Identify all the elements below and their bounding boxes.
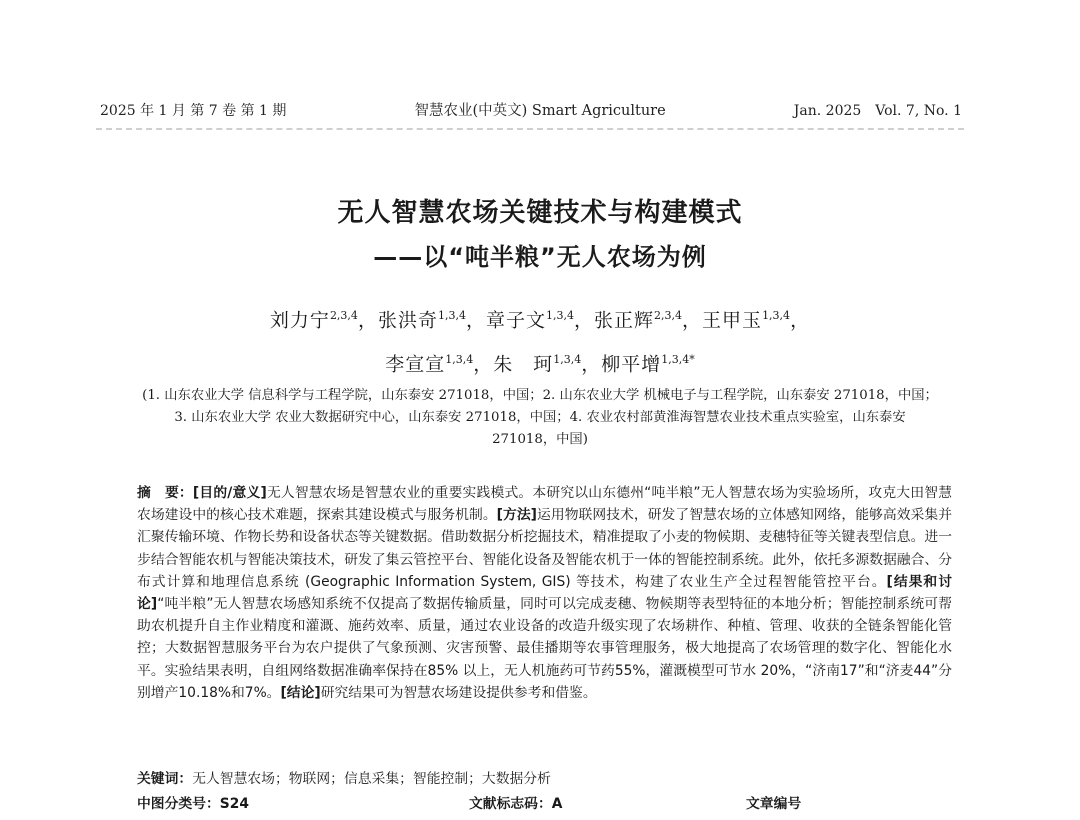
author-affiliation-marker: 1,3,4 — [553, 353, 582, 367]
abstract-conclusion: 研究结果可为智慧农场建设提供参考和借鉴。 — [320, 684, 597, 701]
issue-info-cn: 2025 年 1 月 第 7 卷 第 1 期 — [100, 103, 287, 119]
abstract-results: “吨半粮”无人智慧农场感知系统不仅提高了数据传输质量，同时可以完成麦穗、物候期等表型特征的本地分析；智能控制系统可帮助农机提升自主作业精度和灌溉、施药效率、质量，通过农业设备的改造升级实现了农场耕作、种植、管理、收获的全链条智能化管控；大数据智慧服务平台为农户提供了气象预测、灾害预警、最佳播期等农事管理服务，极大地提高了农场管理的数字化、智能化水平。实验结果表明，自组网络数据准确率保持在85% 以上，无人机施药可节药55%，灌溉模型可节水 20%，“济南17”和“济麦44”分别增产10.18%和7%。 — [137, 596, 952, 701]
abstract-label: 摘 要： — [137, 485, 193, 501]
volume-number: Vol. 7, No. 1 — [875, 103, 962, 119]
author-affiliation-marker: 1,3,4 — [445, 353, 474, 367]
issue-date: Jan. 2025 — [793, 103, 862, 119]
author: 朱 珂 — [493, 353, 554, 376]
author: 张洪奇 — [377, 309, 438, 332]
author-affiliation-marker: 2,3,4 — [329, 309, 358, 322]
paper-title: 无人智慧农场关键技术与构建模式 — [337, 198, 743, 228]
article-number: 文章编号 — [746, 796, 802, 812]
paper-subtitle: ——以“吨半粮”无人农场为例 — [373, 243, 707, 271]
section-label-results: [结果和讨论] — [137, 573, 952, 613]
journal-name: 智慧农业(中英文) Smart Agriculture — [414, 103, 666, 119]
author-line-1: 刘力宁$^{2,3,4}$，张洪奇$^{1,3,4}$，章子文$^{1,3,4}$，张正辉$^{2,3,4}$，王甲玉$^{1,3,4}$， — [269, 309, 811, 332]
title-block — [0, 192, 1080, 272]
author-affiliation-marker: 1,3,4 — [546, 309, 574, 322]
section-label-conclusion: [结论] — [280, 684, 321, 701]
header-rule — [96, 128, 964, 130]
author: 章子文 — [485, 309, 546, 332]
running-header — [100, 99, 962, 120]
author-affiliation-marker: 1,3,4 — [762, 309, 791, 322]
keywords-text: 无人智慧农场；物联网；信息采集；智能控制；大数据分析 — [192, 771, 551, 787]
keywords — [137, 767, 551, 787]
abstract — [137, 482, 952, 704]
author-list — [0, 296, 1080, 385]
classification-row — [137, 792, 952, 812]
issue-info-en — [794, 103, 962, 119]
abstract-objective: 无人智慧农场是智慧农业的重要实践模式。本研究以山东德州“吨半粮”无人智慧农场为实验场所，攻克大田智慧农场建设中的核心技术难题，探索其建设模式与服务机制。 — [137, 485, 953, 524]
author: 刘力宁 — [269, 309, 330, 332]
document-code: 文献标志码：A — [469, 796, 563, 812]
author: 张正辉 — [594, 309, 655, 332]
author-line-2: 李宣宣$^{1,3,4}$，朱 珂$^{1,3,4}$，柳平增$^{1,3,4*}$ — [385, 353, 695, 376]
section-label-methods: [方法] — [496, 507, 537, 524]
author-affiliation-marker: 1,3,4 — [437, 309, 466, 322]
author: 柳平增 — [601, 353, 662, 376]
author: 李宣宣 — [385, 353, 446, 376]
abstract-methods: 运用物联网技术，研发了智慧农场的立体感知网络，能够高效采集并汇聚传输环境、作物长势和设备状态等关键数据。借助数据分析挖掘技术，精准提取了小麦的物候期、麦穗特征等关键表型信息。进一步结合智能农机与智能决策技术，研发了集云管控平台、智能化设备及智能农机于一体的智能控制系统。此外，依托多源数据融合、分布式计算和地理信息系统 (Geographic Information System, GIS) 等技术，构建了农业生产全过程智能管控平台。 — [137, 507, 953, 590]
author-affiliation-marker: 1,3,4* — [661, 353, 695, 367]
clc-number: 中图分类号：S24 — [137, 796, 249, 812]
section-label-objective: [目的/意义] — [192, 485, 267, 501]
author-affiliation-marker: 2,3,4 — [654, 309, 683, 322]
keywords-label: 关键词： — [137, 771, 193, 787]
author: 王甲玉 — [702, 309, 763, 332]
affiliations: (1. 山东农业大学 信息科学与工程学院，山东泰安 271018，中国；2. 山东农业大学 机械电子与工程学院，山东泰安 271018，中国；3. 山东农业大学 农业大数据研究中心，山东泰安 271018，中国；4. 农业农村部黄淮海智慧农业技术重点实验室，山东泰安 271018，中国) — [142, 388, 938, 447]
